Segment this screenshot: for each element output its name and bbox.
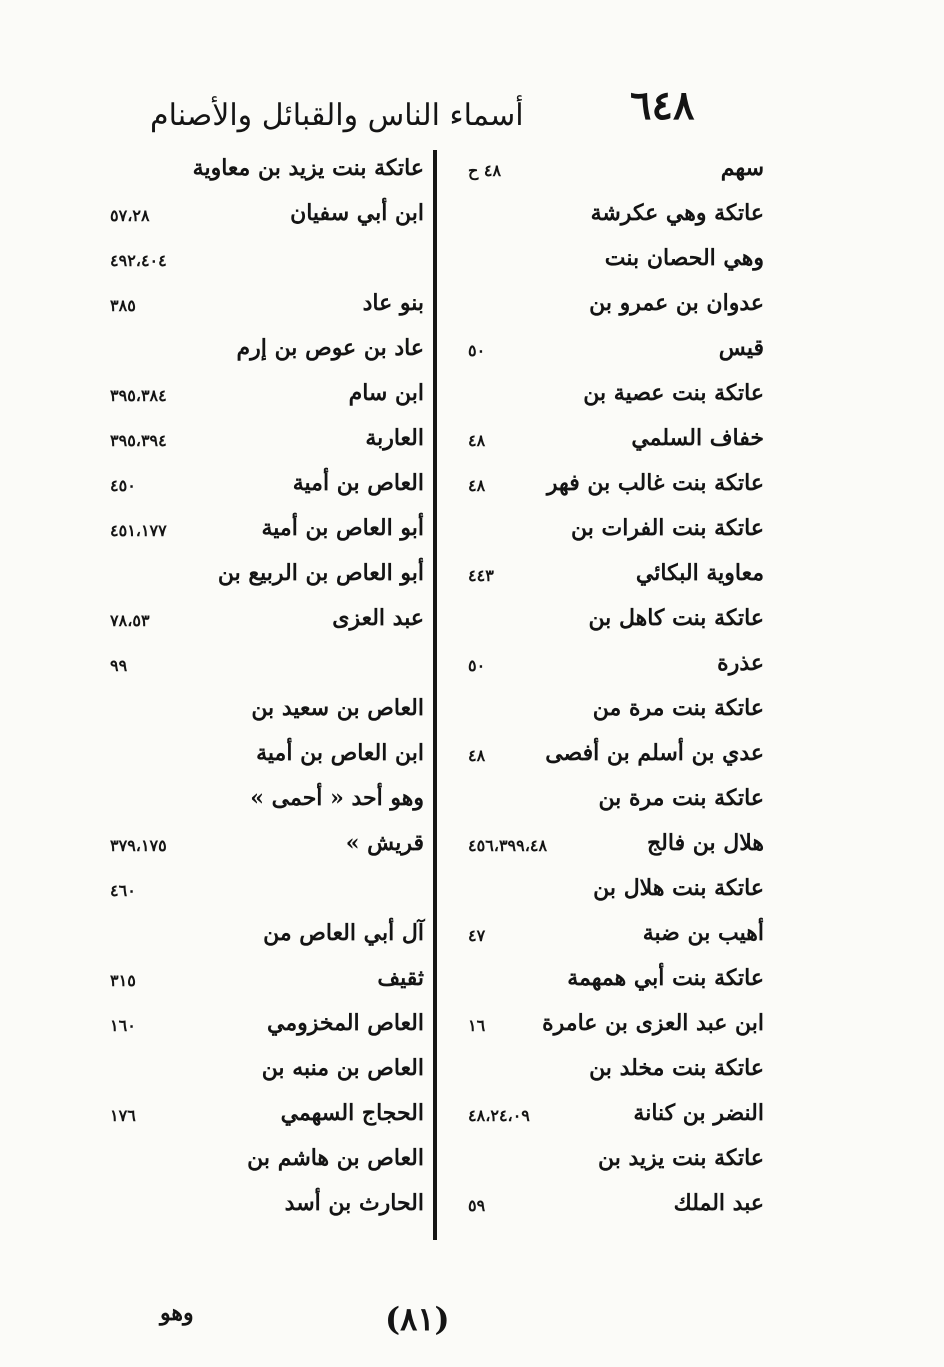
index-entry: ابن أبي سفيان — [290, 200, 424, 226]
page-reference: ٧٨،٥٣ — [110, 611, 150, 630]
index-entry: الحارث بن أسد — [284, 1190, 424, 1216]
index-entry: عاتكة وهي عكرشة — [590, 200, 764, 226]
page-reference: ٣٧٩،١٧٥ — [110, 836, 167, 855]
index-entry: وهو أحد « أحمى » — [250, 785, 424, 811]
page-reference: ٣١٥ — [110, 971, 136, 990]
index-entry: عاتكة بنت مرة من — [592, 695, 764, 721]
index-entry: قريش » — [345, 830, 424, 856]
page-reference: ٥٠ — [468, 341, 486, 360]
page-reference: ٤٨ — [468, 431, 486, 450]
page-reference: ٣٨٥ — [110, 296, 136, 315]
index-entry: ابن عبد العزى بن عامرة — [542, 1010, 764, 1036]
signature-number: (٨١) — [385, 1300, 450, 1338]
index-entry: قيس — [718, 335, 764, 361]
page-reference: ٣٩٥،٣٨٤ — [110, 386, 167, 405]
page-reference: ٤٧ — [468, 926, 486, 945]
page-reference: ٤٩٢،٤٠٤ — [110, 251, 167, 270]
page-reference: ٤٨ ح — [468, 161, 502, 180]
page-title: أسماء الناس والقبائل والأصنام — [150, 98, 524, 133]
page-reference: ٤٨ — [468, 746, 486, 765]
page-reference: ٤٦٠ — [110, 881, 136, 900]
page-reference: ٤٥٠ — [110, 476, 136, 495]
page-reference: ١٦ — [468, 1016, 486, 1035]
index-entry: أهيب بن ضبة — [642, 920, 764, 946]
index-entry: خفاف السلمي — [631, 425, 764, 451]
index-entry: عبد العزى — [332, 605, 424, 631]
index-entry: عاتكة بنت عصية بن — [583, 380, 764, 406]
page-reference: ٥٧،٢٨ — [110, 206, 150, 225]
index-entry: أبو العاص بن الربيع بن — [217, 560, 424, 586]
index-entry: عبد الملك — [673, 1190, 764, 1216]
index-entry: العاص بن أمية — [292, 470, 424, 496]
index-entry: عاتكة بنت أبي همهمة — [567, 965, 764, 991]
index-entry: عاتكة بنت مخلد بن — [589, 1055, 764, 1081]
index-entry: أبو العاص بن أمية — [261, 515, 424, 541]
index-entry: ثقيف — [377, 965, 424, 991]
page-reference: ٤٤٣ — [468, 566, 494, 585]
index-entry: وهي الحصان بنت — [604, 245, 764, 271]
index-entry: العاص بن هاشم بن — [247, 1145, 424, 1171]
index-entry: عاتكة بنت غالب بن فهر — [546, 470, 764, 496]
catchword: وهو — [160, 1300, 194, 1326]
page-reference: ٤٥٦،٣٩٩،٤٨ — [468, 836, 548, 855]
index-entry: عاد بن عوص بن إرم — [236, 335, 424, 361]
index-entry: العاص بن سعيد بن — [251, 695, 424, 721]
page-reference: ١٦٠ — [110, 1016, 136, 1035]
page-number: ٦٤٨ — [630, 82, 695, 129]
index-entry: العاص المخزومي — [266, 1010, 424, 1036]
index-entry: عاتكة بنت كاهل بن — [588, 605, 764, 631]
index-entry: عذرة — [717, 650, 764, 676]
page-reference: ٤٥١،١٧٧ — [110, 521, 167, 540]
index-entry: عاتكة بنت يزيد بن — [597, 1145, 764, 1171]
index-entry: ابن سام — [348, 380, 424, 406]
index-entry: ابن العاص بن أمية — [256, 740, 424, 766]
index-entry: هلال بن فالج — [646, 830, 764, 856]
page-reference: ٣٩٥،٣٩٤ — [110, 431, 167, 450]
index-entry: عاتكة بنت هلال بن — [593, 875, 764, 901]
index-entry: العاص بن منبه بن — [261, 1055, 424, 1081]
index-entry: الحجاج السهمي — [280, 1100, 424, 1126]
page-reference: ٩٩ — [110, 656, 128, 675]
index-entry: عدي بن أسلم بن أفصى — [545, 740, 764, 766]
index-entry: عاتكة بنت مرة بن — [598, 785, 764, 811]
column-divider — [433, 150, 437, 1240]
index-entry: بنو عاد — [362, 290, 424, 316]
page-reference: ١٧٦ — [110, 1106, 136, 1125]
page-reference: ٥٠ — [468, 656, 486, 675]
page-reference: ٥٩ — [468, 1196, 486, 1215]
index-entry: آل أبي العاص من — [263, 920, 424, 946]
index-entry: العاربة — [365, 425, 424, 451]
index-entry: سهم — [720, 155, 764, 181]
page-reference: ٤٨ — [468, 476, 486, 495]
index-entry: معاوية البكائي — [635, 560, 764, 586]
page-reference: ٤٨،٢٤،٠٩ — [468, 1106, 530, 1125]
index-entry: النضر بن كنانة — [633, 1100, 764, 1126]
index-entry: عاتكة بنت الفرات بن — [570, 515, 764, 541]
index-entry: عدوان بن عمرو بن — [589, 290, 764, 316]
index-entry: عاتكة بنت يزيد بن معاوية — [192, 155, 424, 181]
